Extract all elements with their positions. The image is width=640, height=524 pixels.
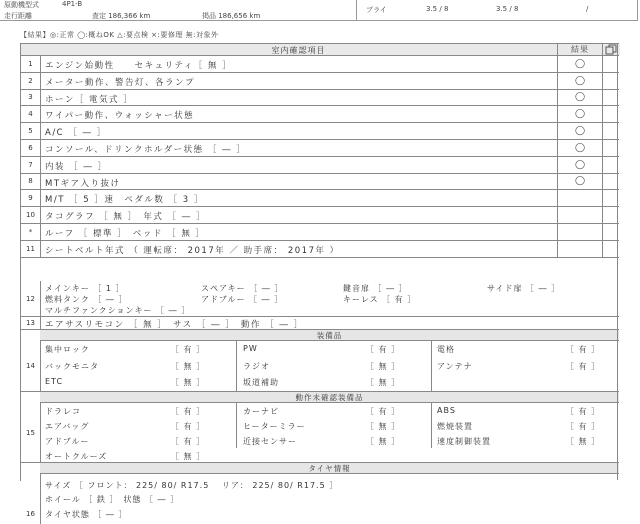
equipment-status: ［ 有 ］ [366,345,401,354]
equipment-status: ［ 有 ］ [566,361,601,371]
result-legend: 【結果】◎:正常 ◯:概ねOK △:要点検 ×:要修理 無:対象外 [20,31,219,39]
equipment-name: アンテナ [437,361,473,371]
result-mark: ◯ [558,157,603,173]
tire-block [21,474,619,524]
unconfirmed-block [21,403,619,463]
equipment-status: ［ 有 ］ [366,407,401,416]
result-mark: ◯ [558,90,603,106]
table-row [21,241,619,258]
model-label: 原動機型式 [4,1,39,9]
row-number: 12 [21,281,41,316]
result-mark: ◯ [558,140,603,156]
equipment-name: 近接センサー [243,437,297,446]
row-number: 8 [21,174,41,190]
table-row [21,123,619,140]
equipment-status: ［ 有 ］ [171,422,206,431]
table-row [21,140,619,157]
row-number: 6 [21,140,41,156]
table-row-13 [21,317,619,330]
equipment-name: ABS [437,406,456,415]
equipment-name: ETC [45,377,64,386]
row-number: 1 [21,56,41,72]
result-mark: ◯ [558,56,603,72]
equipment-status: ［ 無 ］ [366,422,401,431]
equipment-name: ドラレコ [45,407,81,416]
row12-mainkey: メインキー ［ 1 ］ [45,284,125,293]
equipment-name: バックモニタ [45,361,99,371]
table-row [21,106,619,123]
header-result: 結果 [558,44,603,55]
row-number: 3 [21,90,41,106]
equipment-status: ［ 無 ］ [366,378,401,387]
row-number: 2 [21,73,41,89]
row12-sparekey: スペアキー ［ ― ］ [201,284,284,293]
row-text: M/T ［ 5 ］速 ペダル数 ［ 3 ］ [45,195,204,206]
row12-rear-door: 鍵音扉 ［ ― ］ [343,284,408,293]
unconfirmed-section-title: 動作未確認装備品 [40,392,619,403]
tire-condition: タイヤ状態 ［ ― ］ [45,510,128,519]
row-number: 4 [21,106,41,122]
result-mark: ◯ [558,123,603,139]
row-text: A/C ［ ― ］ [45,128,107,139]
row-text: ワイパー動作、ウォッシャー状態 [45,111,195,122]
row-text: エンジン始動性 セキュリティ［ 無 ］ [45,61,233,71]
row-number: 5 [21,123,41,139]
table-row [21,56,619,73]
mileage-listed: 掲品 186,656 km [202,12,261,20]
equipment-name: 坂道補助 [243,378,279,387]
brake-value-1: 3.5 / 8 [426,5,449,13]
table-header [21,44,619,56]
equipment-status: ［ 無 ］ [171,361,206,371]
result-mark: ◯ [558,106,603,122]
row13-text: エアサスリモコン ［ 無 ］ サス ［ ― ］ 動作 ［ ― ］ [45,320,304,330]
row-text: コンソール、ドリンクホルダー状態 ［ ― ］ [45,145,247,155]
equipment-status: ［ 無 ］ [171,452,206,461]
equipment-name: エアバッグ [45,422,90,431]
row-number: 9 [21,190,41,206]
row-text: 内装 ［ ― ］ [45,161,108,172]
row-text: ホーン［ 電気式 ］ [45,94,134,105]
row12-fuel-tank: 燃料タンク ［ ― ］ [45,295,128,304]
row-number: 15 [21,403,41,462]
equipment-status: ［ 無 ］ [366,437,401,446]
equipment-status: ［ 有 ］ [566,407,601,416]
row-number: 7 [21,157,41,173]
equipment-name: カーナビ [243,407,279,416]
row12-side-door: サイド扉 ［ ― ］ [487,284,561,293]
table-row [21,90,619,107]
equipment-status: ［ 有 ］ [171,345,206,354]
equipment-block [21,341,619,392]
equipment-name: 電格 [437,345,455,354]
table-row [21,207,619,224]
tire-wheel: ホイール ［ 鉄 ］ 状態 ［ ― ］ [45,495,180,504]
equipment-section-title: 装備品 [40,330,619,341]
row-number: 14 [21,341,41,391]
row-text: シートベルト年式 （ 運転席： 2017年 ／ 助手席： 2017年 ） [45,245,340,256]
equipment-name: 燃焼装置 [437,422,473,431]
brake-value-3: / [586,5,589,13]
equipment-status: ［ 有 ］ [566,422,601,431]
row12-multifunction-key: マルチファンクションキー ［ ― ］ [45,306,191,315]
table-row [21,157,619,174]
brake-value-2: 3.5 / 8 [496,5,519,13]
table-row [21,73,619,90]
tire-size: サイズ ［ フロント： 225/ 80/ R17.5 リア： 225/ 80/ R17.5 ］ [45,481,339,490]
row-text: メーター動作、警告灯、各ランプ [45,77,196,88]
result-mark: ◯ [558,73,603,89]
result-mark [558,224,603,240]
row-text: ルーフ ［ 標準 ］ ベッド ［ 無 ］ [45,229,206,239]
equipment-name: オートクルーズ [45,452,108,461]
equipment-status: ［ 有 ］ [171,407,206,416]
copy-icon [604,44,618,55]
model-value: 4P1-B [62,0,83,8]
table-row [21,190,619,207]
row-text: タコグラフ ［ 無 ］ 年式 ［ ― ］ [45,212,206,223]
result-mark [558,207,603,223]
equipment-status: ［ 有 ］ [566,345,601,354]
equipment-name: アドブルー [45,437,90,446]
equipment-name: ヒーターミラー [243,422,306,431]
equipment-status: ［ 無 ］ [171,378,206,387]
tire-section-title: タイヤ情報 [40,463,619,474]
brake-label: ブライ [366,6,387,14]
header-title: 室内確認項目 [271,46,326,55]
equipment-status: ［ 無 ］ [566,437,601,446]
interior-check-table [20,43,619,519]
row-number: 16 [21,474,41,524]
result-mark [558,241,603,257]
equipment-name: 速度制御装置 [437,437,491,446]
mileage-current: 査定 186,366 km [92,12,151,20]
equipment-status: ［ 無 ］ [366,361,401,371]
row-number: 11 [21,241,41,257]
row-text: MTギア入り抜け [45,178,121,189]
row-number: 13 [21,317,41,329]
row-number: 10 [21,207,41,223]
row12-keyless: キーレス ［ 有 ］ [343,295,417,304]
equipment-name: 集中ロック [45,345,90,354]
equipment-name: ラジオ [243,361,270,371]
row-number: * [21,224,41,240]
equipment-status: ［ 有 ］ [171,437,206,446]
mileage-label: 走行距離 [4,12,32,20]
vehicle-info-header [0,0,640,22]
result-mark: ◯ [558,174,603,190]
result-mark [558,190,603,206]
table-row [21,224,619,241]
table-row [21,174,619,191]
row12-adblue: アドブルー ［ ― ］ [201,295,284,304]
equipment-name: PW [243,344,258,353]
table-row-12 [21,281,619,317]
